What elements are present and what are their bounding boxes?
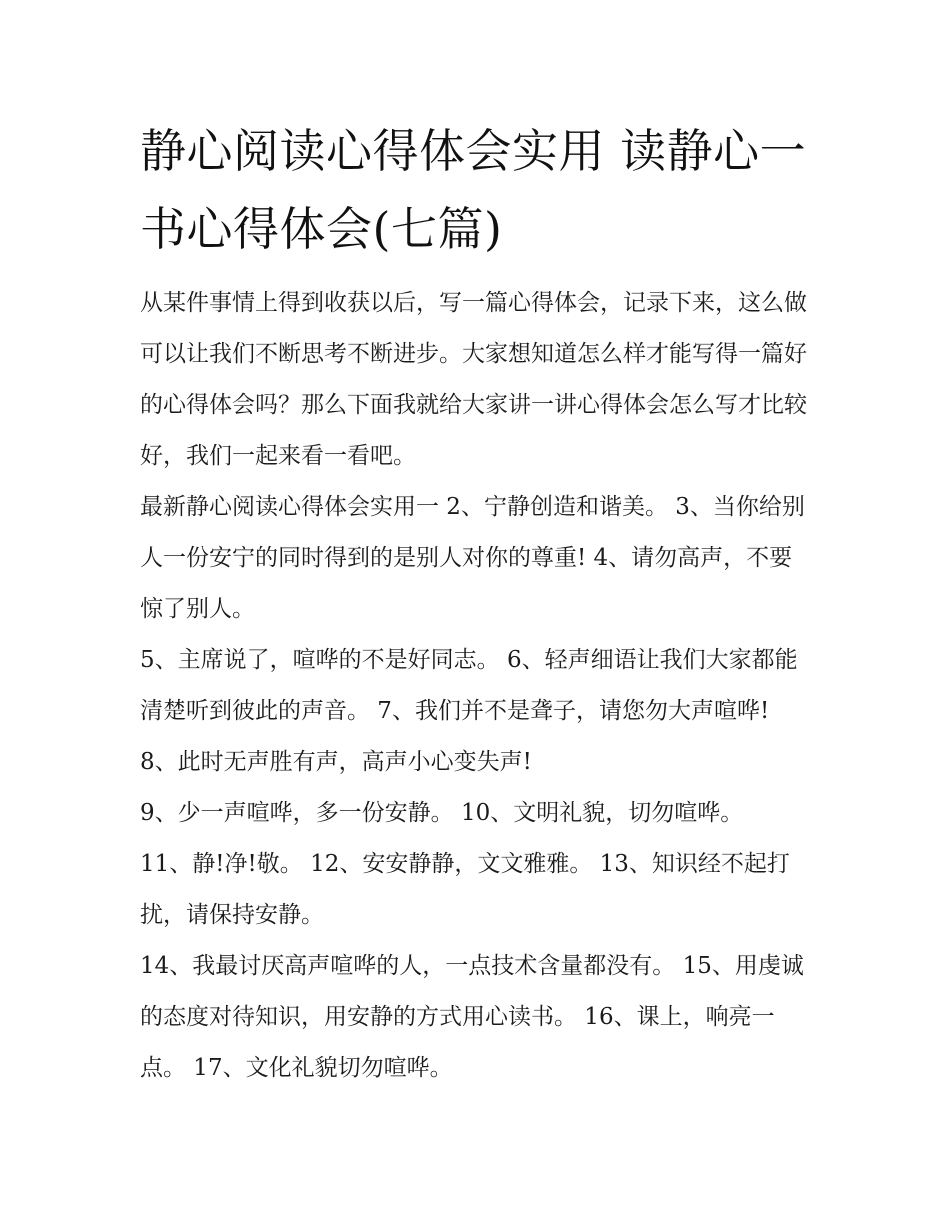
body-paragraph: 最新静心阅读心得体会实用一 2、宁静创造和谐美。 3、当你给别人一份安宁的同时得到的是别人对你的尊重! 4、请勿高声，不要惊了别人。 (140, 494, 805, 622)
document-title: 静心阅读心得体会实用 读静心一书心得体会(七篇) (140, 124, 807, 256)
intro-paragraph: 从某件事情上得到收获以后，写一篇心得体会，记录下来，这么做可以让我们不断思考不断进步。大家想知道怎么样才能写得一篇好的心得体会吗？那么下面我就给大家讲一讲心得体会怎么写才比较好，我们一起来看一看吧。 (140, 290, 807, 469)
document-page (140, 112, 812, 1094)
body-paragraph: 11、静!净!敬。 12、安安静静，文文雅雅。 13、知识经不起打扰，请保持安静。 (140, 851, 790, 928)
body-paragraph: 14、我最讨厌高声喧哗的人，一点技术含量都没有。 15、用虔诚的态度对待知识，用安静的方式用心读书。 16、课上，响亮一点。 17、文化礼貌切勿喧哗。 (140, 953, 804, 1081)
body-paragraph: 9、少一声喧哗，多一份安静。 10、文明礼貌，切勿喧哗。 (140, 800, 744, 826)
body-paragraph: 5、主席说了，喧哗的不是好同志。 6、轻声细语让我们大家都能清楚听到彼此的声音。 7、我们并不是聋子，请您勿大声喧哗! 8、此时无声胜有声，高声小心变失声! (140, 647, 798, 775)
